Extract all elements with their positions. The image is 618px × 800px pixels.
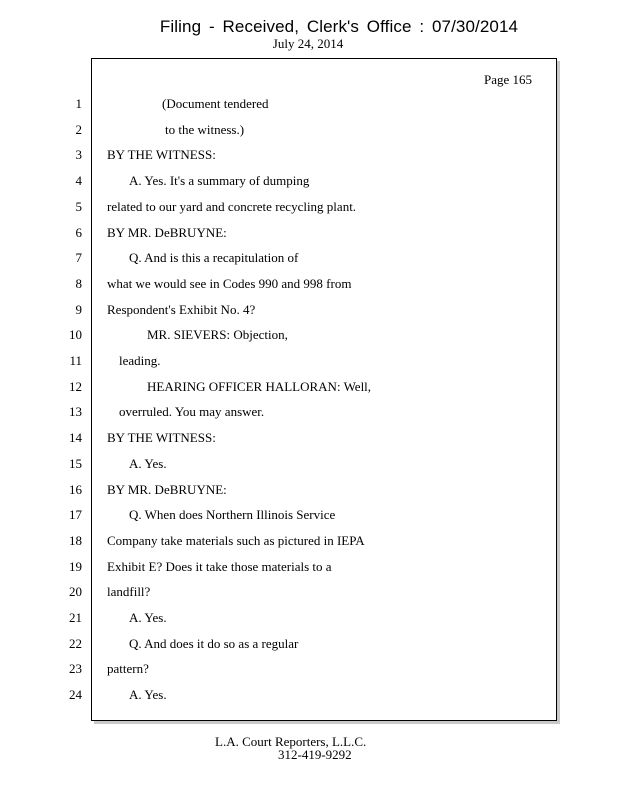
transcript-line-text: Q. And does it do so as a regular [129,636,299,651]
transcript-line-text: leading. [119,353,161,368]
line-number: 14 [69,430,82,445]
line-number: 24 [69,687,82,702]
transcript-line-text: A. Yes. [129,456,167,471]
transcript-line-text: to the witness.) [165,122,245,137]
line-number: 1 [75,96,82,111]
transcript-line-text: A. Yes. It's a summary of dumping [129,173,310,188]
transcript-line-text: pattern? [107,661,149,676]
line-number: 8 [75,276,82,291]
line-number: 21 [69,610,82,625]
transcript-date: July 24, 2014 [272,36,344,51]
transcript-line-text: Q. And is this a recapitulation of [129,250,299,265]
line-number: 10 [69,327,82,342]
line-number: 4 [75,173,82,188]
transcript-line-text: what we would see in Codes 990 and 998 from [107,276,352,291]
transcript-line-text: BY THE WITNESS: [107,430,216,445]
line-number: 9 [75,302,82,317]
line-number: 22 [69,636,82,651]
line-number: 13 [69,404,82,419]
line-number: 19 [69,559,82,574]
line-number: 17 [69,507,82,522]
transcript-line-text: HEARING OFFICER HALLORAN: Well, [147,379,372,394]
transcript-line-text: Q. When does Northern Illinois Service [129,507,336,522]
line-number: 16 [69,482,82,497]
transcript-line-text: A. Yes. [129,610,167,625]
transcript-line-text: Respondent's Exhibit No. 4? [107,302,256,317]
transcript-line-text: Company take materials such as pictured in IEPA [107,533,365,548]
transcript-line-text: MR. SIEVERS: Objection, [147,327,288,342]
transcript-line-text: (Document tendered [162,96,269,111]
transcript-line-text: BY THE WITNESS: [107,147,216,162]
line-number: 11 [69,353,82,368]
line-number: 6 [75,225,82,240]
court-reporter-phone: 312-419-9292 [278,747,352,762]
line-number: 23 [69,661,82,676]
line-number: 18 [69,533,82,548]
transcript-line-text: landfill? [107,584,151,599]
transcript-line-text: Exhibit E? Does it take those materials to a [107,559,332,574]
transcript-line-text: overruled. You may answer. [119,404,265,419]
court-reporter-name: L.A. Court Reporters, L.L.C. [215,734,367,749]
transcript-line-text: BY MR. DeBRUYNE: [107,225,227,240]
line-number: 12 [69,379,82,394]
line-number: 5 [75,199,82,214]
page-number: Page 165 [483,72,532,87]
line-number: 20 [69,584,82,599]
transcript-line-text: BY MR. DeBRUYNE: [107,482,227,497]
filing-stamp: Filing - Received, Clerk's Office : 07/30/2014 [159,17,519,36]
line-number: 3 [75,147,82,162]
transcript-line-text: A. Yes. [129,687,167,702]
transcript-line-text: related to our yard and concrete recycling plant. [107,199,357,214]
line-number: 15 [69,456,82,471]
line-number: 2 [75,122,82,137]
line-number: 7 [75,250,82,265]
